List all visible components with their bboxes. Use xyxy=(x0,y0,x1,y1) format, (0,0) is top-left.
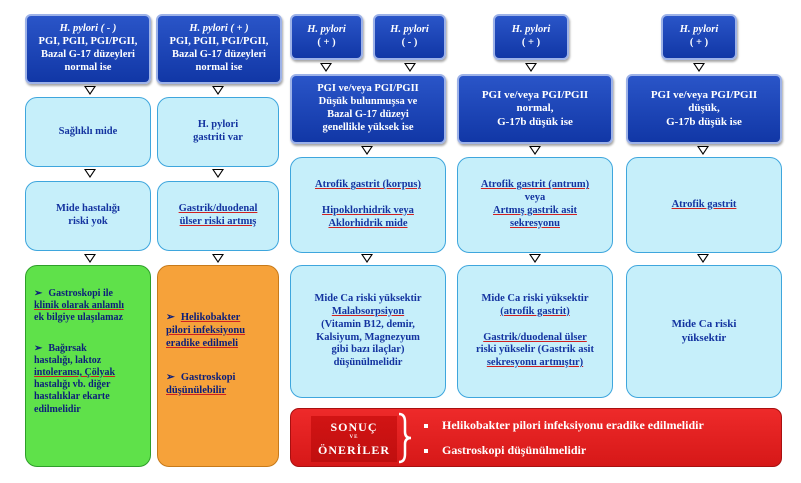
box-line: Kalsiyum, Magnezyum xyxy=(316,331,420,343)
arrow-down xyxy=(693,63,705,72)
box-line: Sağlıklı mide xyxy=(58,125,118,137)
condition-line: PGI ve/veya PGI/PGII xyxy=(650,88,758,101)
box-line xyxy=(534,319,537,332)
atrophic-gastritis-box xyxy=(626,157,782,253)
bullet-arrow-icon: ➢ xyxy=(34,342,43,354)
no-disease-risk-box xyxy=(25,181,151,251)
recommendation-item: Helikobakter pilori infeksiyonu eradike edilmelidir xyxy=(424,418,704,433)
header-title: H. pylori xyxy=(390,24,429,36)
header-hpylori-positive xyxy=(156,14,282,84)
cancer-risk-box xyxy=(626,265,782,398)
arrow-down xyxy=(697,146,709,155)
box-line: düşünülmelidir xyxy=(333,357,403,369)
atrophic-gastritis-corpus-box xyxy=(290,157,446,253)
header-hpylori-positive-col5 xyxy=(661,14,737,60)
condition-line: düşük, xyxy=(688,102,720,115)
box-line: Aklorhidrik mide xyxy=(328,217,408,229)
condition-line: normal, xyxy=(516,102,554,115)
arrow-down xyxy=(84,169,96,178)
header-hpylori-negative xyxy=(25,14,151,84)
box-line: Gastrik/duodenal xyxy=(178,203,258,215)
result-label-ve: VE xyxy=(349,435,359,440)
header-sub: ( + ) xyxy=(689,37,709,48)
header-line: PGI, PGII, PGI/PGII, xyxy=(38,36,138,48)
header-line: Bazal G-17 düzeyleri xyxy=(172,49,266,60)
result-label-top: SONUÇ xyxy=(330,420,378,434)
box-line: Mide Ca riski yüksektir xyxy=(314,293,422,305)
healthy-stomach-box xyxy=(25,97,151,167)
atrophic-gastritis-antrum-box xyxy=(457,157,613,253)
header-title: H. pylori xyxy=(511,24,551,36)
box-line: riski yükselir (Gastrik asit xyxy=(476,344,594,356)
cancer-risk-malabsorption-box xyxy=(290,265,446,398)
bullet-item: ➢ Bağırsak hastalığı, laktoz intoleransı, Çölyak hastalığı vb. diğer hastalıklar ekarte edilmelidir xyxy=(34,342,116,415)
box-line: riski yok xyxy=(68,216,108,227)
header-hpylori-negative-small xyxy=(373,14,446,60)
ulcer-risk-box xyxy=(157,181,279,251)
box-line: Mide hastalığı xyxy=(56,203,120,215)
condition-box-col4 xyxy=(457,74,613,144)
arrow-down xyxy=(529,146,541,155)
box-line: (atrofik gastrit) xyxy=(500,305,570,317)
arrow-down xyxy=(84,254,96,263)
arrow-down xyxy=(361,146,373,155)
box-line xyxy=(367,192,370,205)
condition-line: Düşük bulunmuşsa ve xyxy=(318,96,418,108)
box-line: Atrofik gastrit xyxy=(671,198,737,210)
header-hpylori-positive-small xyxy=(290,14,363,60)
box-line: Gastrik/duodenal ülser xyxy=(483,331,587,343)
bullet-square-icon xyxy=(424,424,428,428)
condition-line: G-17b düşük ise xyxy=(666,115,742,128)
header-line: normal ise xyxy=(195,61,243,73)
header-title: H. pylori xyxy=(679,24,719,36)
header-title: H. pylori ( + ) xyxy=(189,23,249,35)
bullet-item: ➢ Helikobakter pilori infeksiyonu eradike edilmeli xyxy=(166,312,246,349)
arrow-down xyxy=(697,254,709,263)
arrow-down xyxy=(361,254,373,263)
box-line: gastriti var xyxy=(193,132,243,143)
arrow-down xyxy=(84,86,96,95)
header-sub: ( + ) xyxy=(317,37,336,48)
result-label xyxy=(311,416,397,462)
bullet-square-icon xyxy=(424,449,428,453)
header-sub: ( + ) xyxy=(521,37,541,48)
arrow-down xyxy=(529,254,541,263)
arrow-down xyxy=(525,63,537,72)
header-sub: ( - ) xyxy=(401,37,418,48)
condition-line: PGI ve/veya PGI/PGII xyxy=(481,88,589,101)
bullet-arrow-icon: ➢ xyxy=(34,288,43,299)
condition-box-col3 xyxy=(290,74,446,144)
condition-line: Bazal G-17 düzeyi xyxy=(327,109,409,120)
cancer-risk-ulcer-box xyxy=(457,265,613,398)
recommendation-item: Gastroskopi düşünülmelidir xyxy=(424,443,586,458)
box-line: sekresyonu artmıştır) xyxy=(486,357,584,369)
header-hpylori-positive-col4 xyxy=(493,14,569,60)
gastroscopy-advice-box xyxy=(25,265,151,467)
bullet-item: ➢ Gastroskopi düşünülebilir xyxy=(166,372,236,397)
box-line: H. pylori xyxy=(197,119,239,131)
header-title: H. pylori ( - ) xyxy=(59,23,117,35)
header-line: normal ise xyxy=(64,61,112,73)
condition-box-col5 xyxy=(626,74,782,144)
bullet-item: ➢ Gastroskopi ile klinik olarak anlamlı ek bilgiye ulaşılamaz xyxy=(34,288,125,324)
box-line: (Vitamin B12, demir, xyxy=(321,318,415,330)
box-line: veya xyxy=(524,192,546,204)
arrow-down xyxy=(320,63,332,72)
brace-icon xyxy=(397,412,413,464)
bullet-arrow-icon: ➢ xyxy=(166,372,175,384)
hpylori-gastritis-box xyxy=(157,97,279,167)
box-line: ülser riski artmış xyxy=(179,216,257,227)
box-line: Mide Ca riski yüksektir xyxy=(481,293,589,305)
eradication-advice-box xyxy=(157,265,279,467)
box-line: Mide Ca riski xyxy=(671,318,737,331)
arrow-down xyxy=(212,254,224,263)
box-line: Atrofik gastrit (korpus) xyxy=(315,179,421,191)
box-line: Artmış gastrik asit xyxy=(493,205,577,216)
condition-line: genellikle yüksek ise xyxy=(322,121,414,133)
box-line: yüksektir xyxy=(681,331,727,344)
box-line: Hipoklorhidrik veya xyxy=(322,205,414,216)
header-line: Bazal G-17 düzeyleri xyxy=(41,49,135,60)
header-title: H. pylori xyxy=(307,24,346,36)
result-label-bottom: ÖNERİLER xyxy=(317,443,390,457)
arrow-down xyxy=(212,169,224,178)
condition-line: PGI ve/veya PGI/PGII xyxy=(317,83,419,95)
header-line: PGI, PGII, PGI/PGII, xyxy=(169,36,269,48)
condition-line: G-17b düşük ise xyxy=(497,115,573,128)
bullet-arrow-icon: ➢ xyxy=(166,312,175,323)
arrow-down xyxy=(404,63,416,72)
box-line: sekresyonu xyxy=(510,217,560,229)
box-line: Atrofik gastrit (antrum) xyxy=(480,179,590,191)
arrow-down xyxy=(212,86,224,95)
box-line: Malabsorpsiyon xyxy=(331,305,405,317)
box-line: gibi bazı ilaçlar) xyxy=(331,344,405,356)
